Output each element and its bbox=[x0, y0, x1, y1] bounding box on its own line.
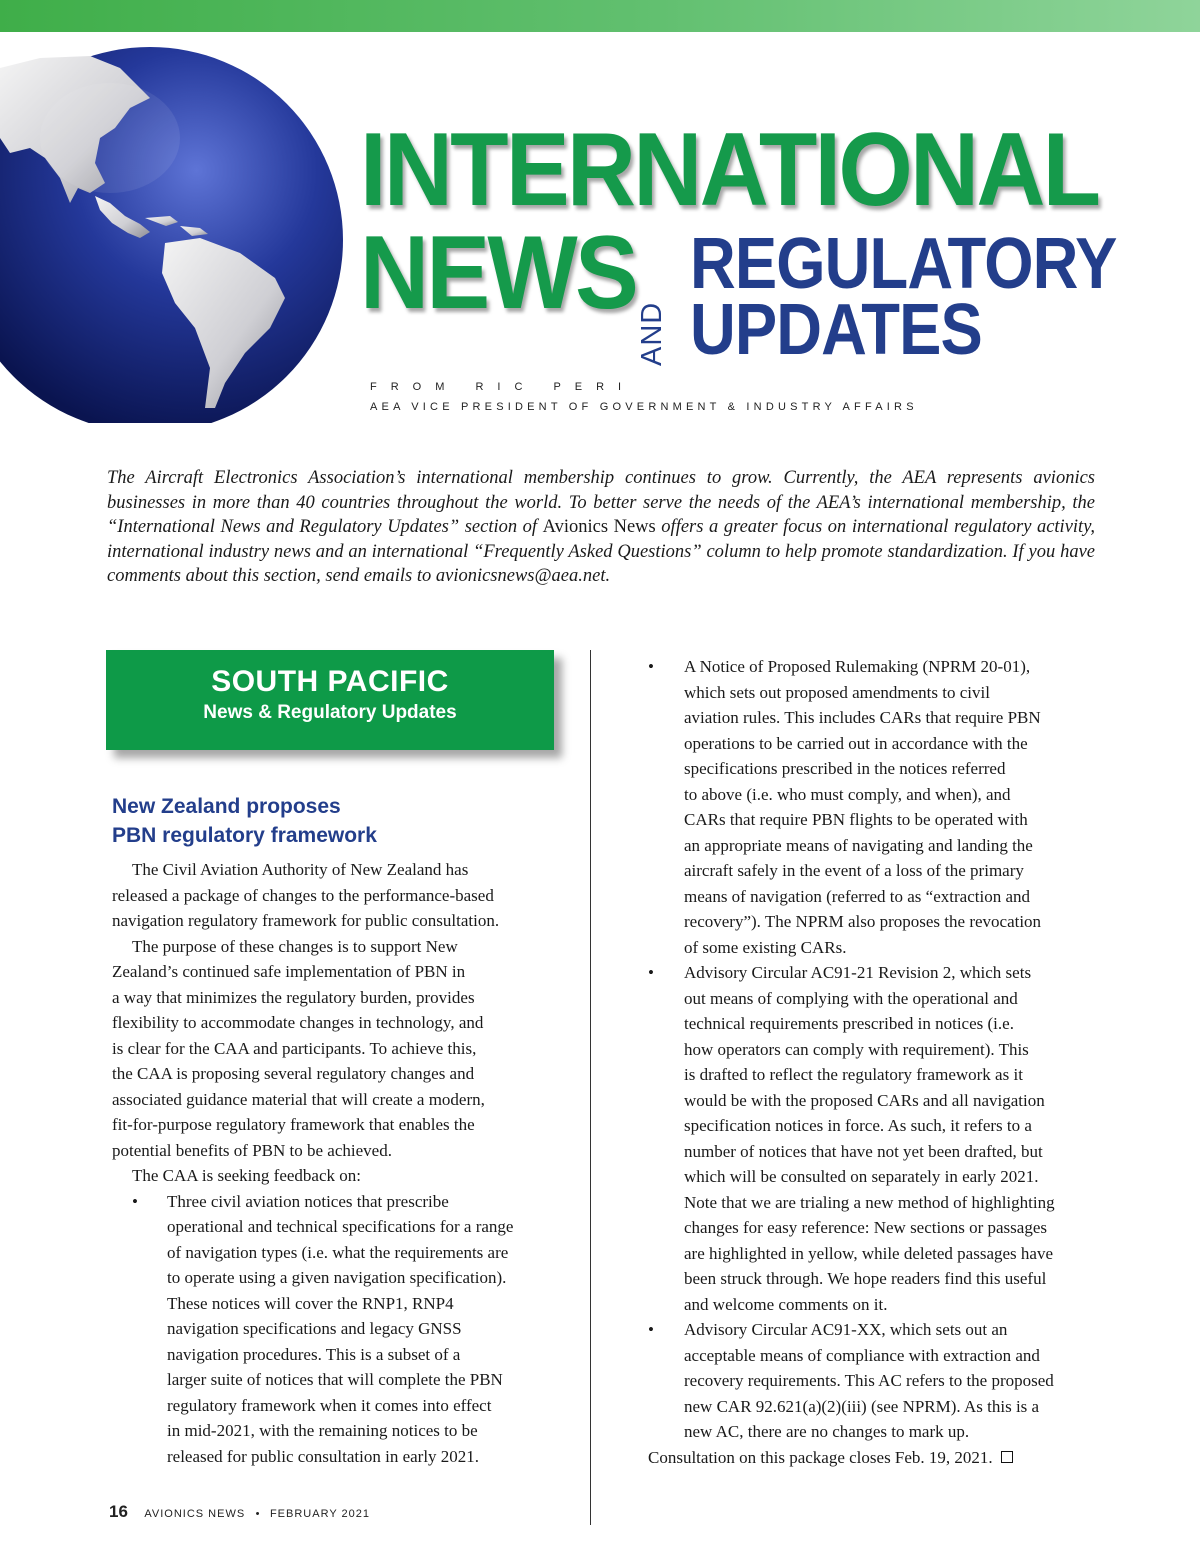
body-line: flexibility to accommodate changes in technology, and bbox=[112, 1013, 484, 1032]
bullet-line: is drafted to reflect the regulatory framework as it bbox=[684, 1065, 1023, 1084]
bullet-line: navigation procedures. This is a subset of a bbox=[167, 1344, 461, 1364]
bullet-line: to above (i.e. who must comply, and when), and bbox=[684, 784, 1011, 804]
bullet-line: specifications prescribed in the notices referred bbox=[684, 759, 1006, 778]
bullet-line: number of notices that have not yet been drafted, but bbox=[684, 1141, 1043, 1161]
bullet-text: Three civil aviation notices that prescribe bbox=[167, 1191, 449, 1211]
bullet-line: acceptable means of compliance with extraction and bbox=[684, 1345, 1040, 1365]
bullet-line: an appropriate means of navigating and landing the bbox=[684, 835, 1033, 855]
bullet-line: specification notices in force. As such, it refers to a bbox=[684, 1116, 1032, 1135]
bullet-line: means of navigation (referred to as “extraction and bbox=[684, 886, 1030, 906]
column-divider bbox=[590, 650, 591, 1525]
bullet-line: new AC, there are no changes to mark up. bbox=[684, 1422, 970, 1441]
bullet-item-line bbox=[648, 1317, 1098, 1343]
masthead-news: NEWS bbox=[360, 215, 636, 331]
intro-text-after: offers a greater focus on international regulatory activity, international industry news and an international “Frequently Asked Questions” column to help promote standardization. If you have comments about this section, send emails to avionicsnews@aea.net. bbox=[107, 517, 1096, 586]
bullet-line: out means of complying with the operational and bbox=[684, 988, 1018, 1008]
bullet-line: aviation rules. This includes CARs that require PBN bbox=[684, 708, 1041, 727]
bullet-line: navigation specifications and legacy GNSS bbox=[167, 1319, 462, 1338]
bullet-line: operations to be carried out in accordance with the bbox=[684, 733, 1028, 753]
bullet-dot: • bbox=[132, 1191, 138, 1211]
body-line: is clear for the CAA and participants. To achieve this, bbox=[112, 1038, 477, 1058]
bullet-line: which will be consulted on separately in early 2021. bbox=[684, 1167, 1039, 1186]
intro-publication-name: Avionics News bbox=[542, 517, 656, 537]
bullet-text: Advisory Circular AC91-21 Revision 2, which sets bbox=[684, 963, 1032, 982]
bullet-line: regulatory framework when it comes into effect bbox=[167, 1395, 492, 1415]
page-number: 16 bbox=[109, 1502, 128, 1521]
bullet-item-line bbox=[112, 1189, 552, 1215]
intro-paragraph bbox=[107, 466, 1095, 589]
bullet-dot: • bbox=[648, 657, 654, 676]
page-footer bbox=[109, 1502, 370, 1522]
bullet-line: of navigation types (i.e. what the requirements are bbox=[167, 1242, 509, 1262]
bullet-line: changes for easy reference: New sections or passages bbox=[684, 1218, 1047, 1237]
bullet-line: CARs that require PBN flights to be operated with bbox=[684, 810, 1028, 829]
article-left-column bbox=[112, 857, 552, 1469]
article-headline-line: New Zealand proposes bbox=[112, 795, 341, 818]
banner-subtitle: News & Regulatory Updates bbox=[203, 702, 457, 723]
banner-title: SOUTH PACIFIC bbox=[211, 665, 449, 698]
article-right-column bbox=[648, 654, 1098, 1470]
byline bbox=[370, 381, 918, 413]
bullet-line: new CAR 92.621(a)(2)(iii) (see NPRM). As this is a bbox=[684, 1396, 1040, 1416]
body-line: fit-for-purpose regulatory framework that enables the bbox=[112, 1115, 475, 1134]
bullet-line: would be with the proposed CARs and all navigation bbox=[684, 1090, 1045, 1110]
body-line: potential benefits of PBN to be achieved. bbox=[112, 1140, 392, 1160]
bullet-item-line bbox=[648, 654, 1098, 680]
bullet-line: which sets out proposed amendments to civil bbox=[684, 682, 990, 702]
footer-publication: AVIONICS NEWS bbox=[144, 1508, 246, 1520]
intro-text-before: The Aircraft Electronics Association’s international membership continues to grow. Currently, the AEA represents avionics businesses in more than 40 countries throughout the world. To better serve the needs of the AEA’s international membership, the “International News and Regulatory Updates” section of bbox=[107, 468, 1095, 537]
byline-title: AEA VICE PRESIDENT OF GOVERNMENT & INDUSTRY AFFAIRS bbox=[370, 401, 918, 413]
article-headline-line: PBN regulatory framework bbox=[112, 824, 377, 847]
globe-icon bbox=[0, 28, 345, 423]
bullet-line: These notices will cover the RNP1, RNP4 bbox=[167, 1293, 454, 1313]
footer-issue-date: FEBRUARY 2021 bbox=[269, 1508, 370, 1520]
bullet-line: in mid-2021, with the remaining notices to be bbox=[167, 1421, 478, 1440]
bullet-line: to operate using a given navigation specification). bbox=[167, 1268, 507, 1287]
bullet-line: been struck through. We hope readers find this useful bbox=[684, 1269, 1047, 1288]
bullet-line: operational and technical specifications for a range bbox=[167, 1217, 514, 1236]
body-line: The Civil Aviation Authority of New Zealand has bbox=[132, 860, 469, 879]
masthead-regulatory: REGULATORY bbox=[690, 224, 1117, 304]
article-headline bbox=[112, 792, 552, 850]
bullet-text: A Notice of Proposed Rulemaking (NPRM 20-01), bbox=[684, 657, 1031, 676]
bullet-line: aircraft safely in the event of a loss of the primary bbox=[684, 861, 1024, 880]
bullet-item-line bbox=[648, 960, 1098, 986]
masthead-and: AND bbox=[636, 301, 668, 366]
bullet-line: Note that we are trialing a new method of highlighting bbox=[684, 1192, 1055, 1212]
bullet-line: are highlighted in yellow, while deleted passages have bbox=[684, 1243, 1054, 1263]
footer-separator: • bbox=[255, 1508, 260, 1520]
bullet-line: recovery requirements. This AC refers to the proposed bbox=[684, 1371, 1054, 1390]
body-line: Zealand’s continued safe implementation of PBN in bbox=[112, 962, 466, 981]
checkbox-icon bbox=[1001, 1451, 1013, 1463]
masthead-updates: UPDATES bbox=[690, 290, 982, 370]
bullet-line: and welcome comments on it. bbox=[684, 1294, 888, 1314]
body-line: the CAA is proposing several regulatory changes and bbox=[112, 1064, 475, 1083]
bullet-line: larger suite of notices that will complete the PBN bbox=[167, 1370, 503, 1389]
body-line: The purpose of these changes is to support New bbox=[132, 936, 458, 956]
bullet-line: of some existing CARs. bbox=[684, 937, 847, 957]
body-line: The CAA is seeking feedback on: bbox=[132, 1166, 361, 1185]
bullet-line: released for public consultation in early 2021. bbox=[167, 1446, 480, 1466]
bullet-line: recovery”). The NPRM also proposes the revocation bbox=[684, 912, 1042, 931]
body-line: a way that minimizes the regulatory burden, provides bbox=[112, 987, 475, 1007]
bullet-line: how operators can comply with requirement). This bbox=[684, 1039, 1029, 1059]
masthead-international: INTERNATIONAL bbox=[360, 112, 1099, 228]
closing-line bbox=[648, 1445, 1098, 1471]
section-banner bbox=[106, 650, 554, 750]
body-line: associated guidance material that will create a modern, bbox=[112, 1089, 485, 1109]
bullet-dot: • bbox=[648, 1320, 654, 1339]
byline-author: FROM RIC PERI bbox=[370, 381, 636, 393]
body-line: released a package of changes to the performance-based bbox=[112, 885, 494, 905]
body-line: navigation regulatory framework for public consultation. bbox=[112, 911, 500, 930]
bullet-text: Advisory Circular AC91-XX, which sets out an bbox=[684, 1320, 1008, 1339]
bullet-line: technical requirements prescribed in notices (i.e. bbox=[684, 1014, 1014, 1033]
closing-text: Consultation on this package closes Feb. 19, 2021. bbox=[648, 1447, 993, 1467]
bullet-dot: • bbox=[648, 963, 654, 982]
